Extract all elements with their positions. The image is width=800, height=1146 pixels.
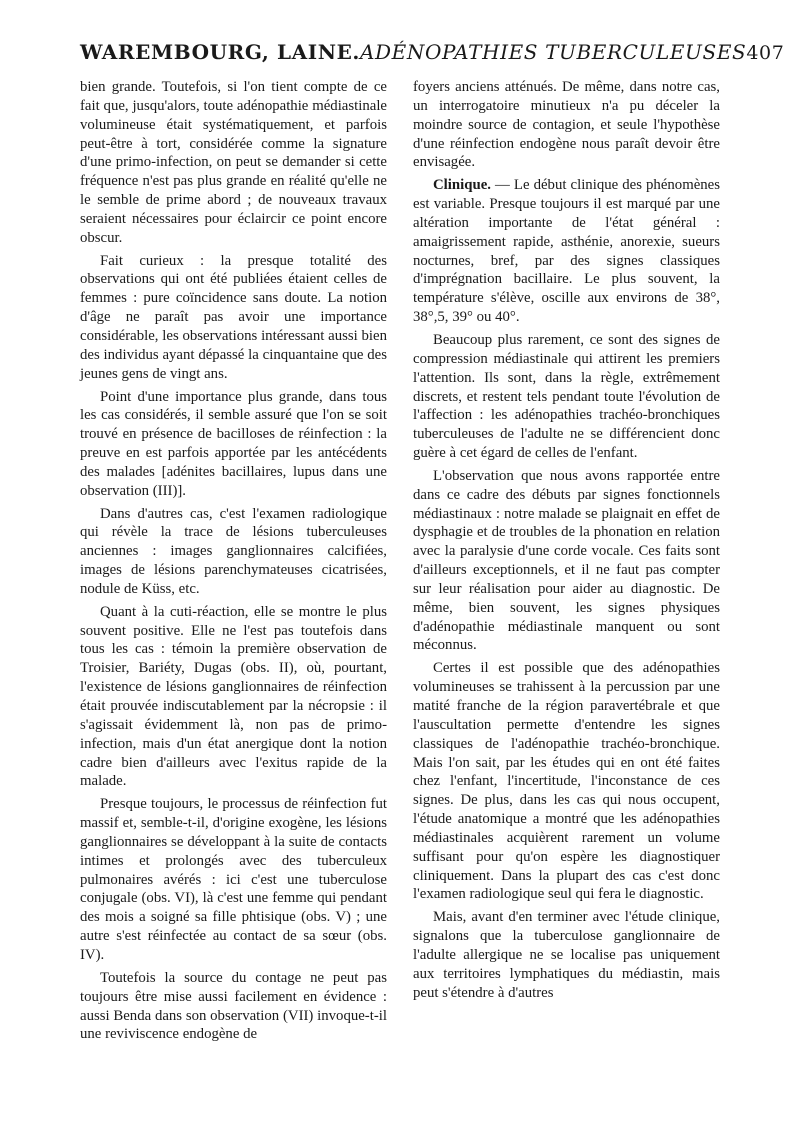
paragraph: L'observation que nous avons rapportée entre dans ce cadre des débuts par signes fonctionnels médiastinaux : notre malade se plaignait en effet de dysphagie et de troubles de la phonation en relation avec la paralysie d'une corde vocale. Ces faits sont d'ailleurs exceptionnels, et il ne faut pas compter sur leur réalisation pour aider au diagnostic. De même, bien souvent, les signes physiques d'adénopathie médiastinale manquent ou sont méconnus. [413, 467, 720, 654]
left-column [80, 78, 387, 1048]
clinique-text: — Le début clinique des phénomènes est variable. Presque toujours il est marqué par une altération importante de l'état général : amaigrissement rapide, asthénie, anorexie, sueurs nocturnes, bref, par des signes classiques d'imprégnation bacillaire. Le plus souvent, la température s'élève, oscille aux environs de 38°, 38°,5, 39° ou 40°. [413, 177, 720, 326]
right-column [413, 78, 720, 1007]
paragraph: foyers anciens atténués. De même, dans notre cas, un interrogatoire minutieux n'a pu déceler la moindre source de contagion, et seule l'hypothèse d'une réinfection endogène nous paraît devoir être envisagée. [413, 79, 720, 171]
page-number: 407 [746, 42, 785, 64]
running-header [80, 40, 785, 64]
paragraph: Point d'une importance plus grande, dans tous les cas considérés, il semble assuré que l'on se soit trouvé en présence de bacilloses de réinfection : la preuve en est parfois apportée par les antécédents des malades [adénites bacillaires, lupus dans une observation (III)]. [80, 388, 387, 499]
paragraph: Certes il est possible que des adénopathies volumineuses se trahissent à la percussion par une matité franche de la région paravertébrale et que l'auscultation permette d'entendre les signes classiques de l'adénopathie trachéo-bronchique. Mais l'on sait, par les études qui en ont été faites chez l'enfant, l'incertitude, l'inconstance de ces signes. De plus, dans les cas qui nous occupent, l'étude anatomique a montré que les adénopathies médiastinales acquièrent rarement un volume suffisant pour qu'on espère les diagnostiquer cliniquement. Dans la plupart des cas c'est donc l'examen radiologique seul qui fera le diagnostic. [413, 660, 720, 903]
paragraph: Fait curieux : la presque totalité des observations qui ont été publiées étaient celles de femmes : pure coïncidence sans doute. La notion d'âge ne paraît pas avoir une importance considérable, les observations intéressant aussi bien des individus ayant dépassé la cinquantaine que des jeunes gens de vingt ans. [80, 252, 387, 382]
paragraph: Beaucoup plus rarement, ce sont des signes de compression médiastinale qui attirent les premiers l'attention. Ils sont, dans la règle, extrêmement discrets, et restent tels pendant toute l'évolution de l'affection : les adénopathies trachéo-bronchiques tuberculeuses de l'adulte ne se différencient donc guère à cet égard de celles de l'enfant. [413, 331, 720, 462]
clinique-paragraph [413, 176, 720, 327]
paragraph: Dans d'autres cas, c'est l'examen radiologique qui révèle la trace de lésions tuberculeuses anciennes : images ganglionnaires calcifiées, images de lésions parenchymateuses cicatrisées, nodule de Küss, etc. [80, 505, 387, 597]
paragraph: Toutefois la source du contage ne peut pas toujours être mise aussi facilement en évidence : aussi Benda dans son observation (VII) invoque-t-il une reviviscence endogène de [80, 969, 387, 1043]
paragraph: Mais, avant d'en terminer avec l'étude clinique, signalons que la tuberculose ganglionnaire de l'adulte allergique ne se localise pas uniquement aux territoires lymphatiques du médiastin, mais peut s'étendre à d'autres [413, 909, 720, 1001]
header-authors: WAREMBOURG, LAINE. [80, 40, 360, 64]
paragraph: bien grande. Toutefois, si l'on tient compte de ce fait que, jusqu'alors, toute adénopathie médiastinale volumineuse était systématiquement, et parfois peut-être à tort, considérée comme la signature d'une primo-infection, on peut se demander si cette fréquence n'est pas plus grande en réalité qu'elle ne le semble de prime abord ; de nouveaux travaux seraient nécessaires pour éclaircir ce point encore obscur. [80, 79, 387, 246]
header-title: ADÉNOPATHIES TUBERCULEUSES [359, 40, 747, 64]
paragraph: Quant à la cuti-réaction, elle se montre le plus souvent positive. Elle ne l'est pas toutefois dans tous les cas : témoin la première observation de Troisier, Bariéty, Dugas (obs. II), où, pourtant, l'existence de lésions ganglionnaires de réinfection était prouvée indiscutablement par la nécropsie : il s'agissait évidemment là, non pas de primo-infection, mais d'un état anergique dont la notion cadre bien d'ailleurs avec l'exitus rapide de la malade. [80, 603, 387, 790]
paragraph: Presque toujours, le processus de réinfection fut massif et, semble-t-il, d'origine exogène, les lésions ganglionnaires se développant à la suite de contacts intimes et prolongés avec des tuberculeux pulmonaires avérés : ici c'est une tuberculose conjugale (obs. VI), là c'est une femme qui pendant des mois a soigné sa fille phtisique (obs. V) ; une autre s'est réinfectée au contact de sa sœur (obs. IV). [80, 796, 387, 963]
section-heading-clinique: Clinique. [433, 177, 491, 194]
